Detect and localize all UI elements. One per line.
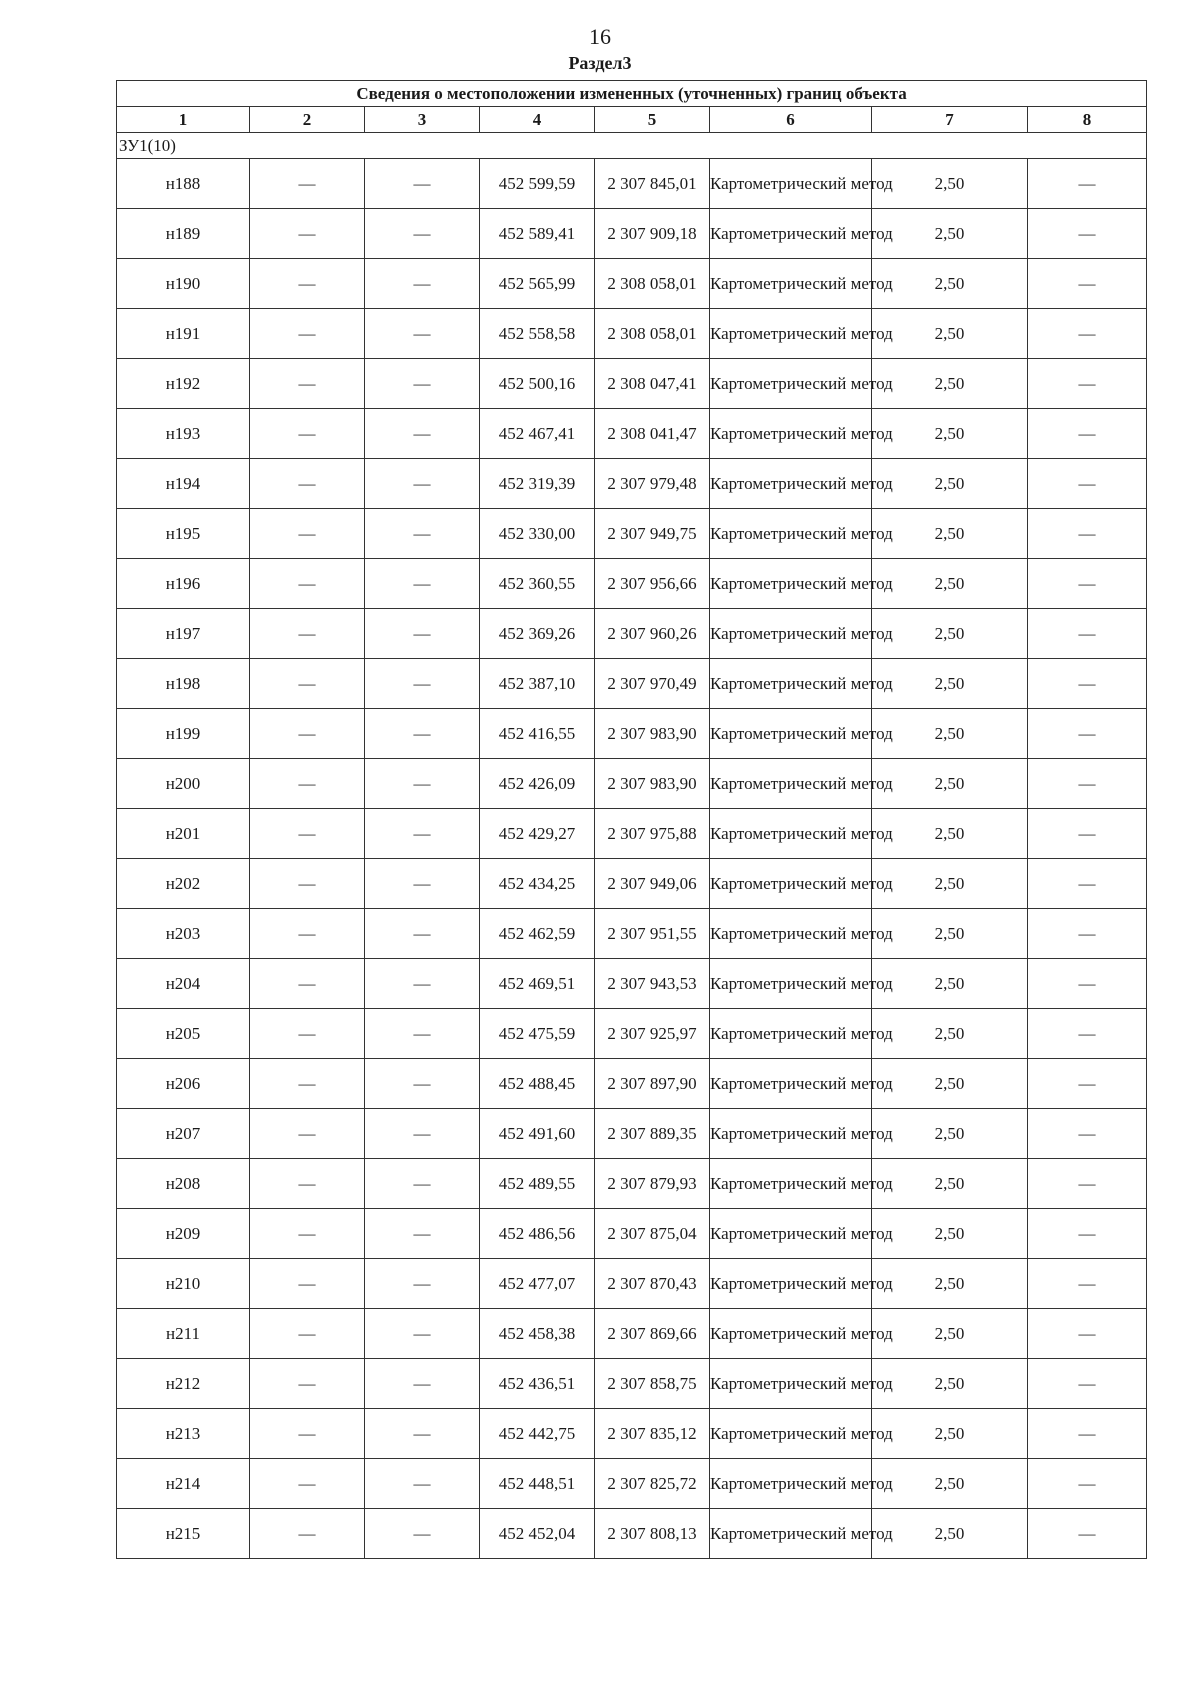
column-2-cell: —: [250, 859, 365, 909]
column-3-cell: —: [365, 609, 480, 659]
column-number: 2: [250, 107, 365, 133]
coordinate-y-cell: 2 307 889,35: [595, 1109, 710, 1159]
column-8-cell: —: [1028, 209, 1147, 259]
method-cell: Картометрический метод: [710, 1159, 872, 1209]
precision-cell: 2,50: [872, 1309, 1028, 1359]
point-number-cell: н213: [117, 1409, 250, 1459]
table-row: [117, 959, 1147, 1009]
coordinate-y-cell: 2 307 960,26: [595, 609, 710, 659]
precision-cell: 2,50: [872, 609, 1028, 659]
column-number: 3: [365, 107, 480, 133]
method-cell: Картометрический метод: [710, 259, 872, 309]
point-number-cell: н210: [117, 1259, 250, 1309]
column-8-cell: —: [1028, 709, 1147, 759]
coordinate-x-cell: 452 458,38: [480, 1309, 595, 1359]
column-3-cell: —: [365, 1309, 480, 1359]
precision-cell: 2,50: [872, 1159, 1028, 1209]
column-3-cell: —: [365, 909, 480, 959]
column-2-cell: —: [250, 659, 365, 709]
precision-cell: 2,50: [872, 309, 1028, 359]
group-label: ЗУ1(10): [117, 133, 1147, 159]
coordinate-x-cell: 452 558,58: [480, 309, 595, 359]
method-cell: Картометрический метод: [710, 909, 872, 959]
coordinate-y-cell: 2 307 808,13: [595, 1509, 710, 1559]
column-2-cell: —: [250, 1409, 365, 1459]
coordinate-x-cell: 452 429,27: [480, 809, 595, 859]
column-3-cell: —: [365, 759, 480, 809]
coordinate-y-cell: 2 307 949,75: [595, 509, 710, 559]
point-number-cell: н191: [117, 309, 250, 359]
column-2-cell: —: [250, 1209, 365, 1259]
method-cell: Картометрический метод: [710, 859, 872, 909]
coordinate-y-cell: 2 307 925,97: [595, 1009, 710, 1059]
table-row: [117, 1159, 1147, 1209]
method-cell: Картометрический метод: [710, 159, 872, 209]
coordinate-y-cell: 2 307 858,75: [595, 1359, 710, 1409]
table-row: [117, 1109, 1147, 1159]
table-row: [117, 859, 1147, 909]
column-number: 6: [710, 107, 872, 133]
method-cell: Картометрический метод: [710, 609, 872, 659]
method-cell: Картометрический метод: [710, 309, 872, 359]
method-cell: Картометрический метод: [710, 1209, 872, 1259]
column-8-cell: —: [1028, 409, 1147, 459]
table-row: [117, 359, 1147, 409]
coordinate-y-cell: 2 308 041,47: [595, 409, 710, 459]
precision-cell: 2,50: [872, 859, 1028, 909]
column-2-cell: —: [250, 359, 365, 409]
precision-cell: 2,50: [872, 659, 1028, 709]
coordinate-y-cell: 2 307 875,04: [595, 1209, 710, 1259]
table-row: [117, 759, 1147, 809]
column-2-cell: —: [250, 1159, 365, 1209]
point-number-cell: н208: [117, 1159, 250, 1209]
method-cell: Картометрический метод: [710, 1059, 872, 1109]
column-2-cell: —: [250, 609, 365, 659]
column-3-cell: —: [365, 1359, 480, 1409]
precision-cell: 2,50: [872, 509, 1028, 559]
column-8-cell: —: [1028, 809, 1147, 859]
point-number-cell: н200: [117, 759, 250, 809]
column-2-cell: —: [250, 209, 365, 259]
point-number-cell: н195: [117, 509, 250, 559]
table-row: [117, 559, 1147, 609]
page-number: 16: [589, 24, 611, 49]
column-2-cell: —: [250, 1459, 365, 1509]
column-3-cell: —: [365, 1409, 480, 1459]
column-8-cell: —: [1028, 1359, 1147, 1409]
column-3-cell: —: [365, 209, 480, 259]
method-cell: Картометрический метод: [710, 1009, 872, 1059]
column-8-cell: —: [1028, 759, 1147, 809]
point-number-cell: н192: [117, 359, 250, 409]
coordinate-y-cell: 2 307 983,90: [595, 759, 710, 809]
method-cell: Картометрический метод: [710, 709, 872, 759]
column-3-cell: —: [365, 859, 480, 909]
column-2-cell: —: [250, 559, 365, 609]
table-row: [117, 1259, 1147, 1309]
point-number-cell: н202: [117, 859, 250, 909]
point-number-cell: н204: [117, 959, 250, 1009]
table-row: [117, 1409, 1147, 1459]
precision-cell: 2,50: [872, 809, 1028, 859]
coordinate-y-cell: 2 308 047,41: [595, 359, 710, 409]
table-row: [117, 459, 1147, 509]
column-3-cell: —: [365, 959, 480, 1009]
coordinate-x-cell: 452 599,59: [480, 159, 595, 209]
column-number: 1: [117, 107, 250, 133]
method-cell: Картометрический метод: [710, 1259, 872, 1309]
coordinate-y-cell: 2 307 845,01: [595, 159, 710, 209]
column-number: 5: [595, 107, 710, 133]
column-8-cell: —: [1028, 959, 1147, 1009]
column-2-cell: —: [250, 459, 365, 509]
coordinate-y-cell: 2 307 870,43: [595, 1259, 710, 1309]
point-number-cell: н203: [117, 909, 250, 959]
column-8-cell: —: [1028, 1159, 1147, 1209]
column-2-cell: —: [250, 1109, 365, 1159]
section-title: Раздел3: [568, 53, 632, 73]
column-3-cell: —: [365, 1459, 480, 1509]
method-cell: Картометрический метод: [710, 209, 872, 259]
precision-cell: 2,50: [872, 559, 1028, 609]
table-row: [117, 1509, 1147, 1559]
method-cell: Картометрический метод: [710, 1109, 872, 1159]
coordinate-y-cell: 2 307 949,06: [595, 859, 710, 909]
column-8-cell: —: [1028, 1209, 1147, 1259]
column-3-cell: —: [365, 259, 480, 309]
column-3-cell: —: [365, 309, 480, 359]
table-row: [117, 159, 1147, 209]
column-2-cell: —: [250, 709, 365, 759]
table-row: [117, 409, 1147, 459]
table-row: [117, 659, 1147, 709]
point-number-cell: н193: [117, 409, 250, 459]
precision-cell: 2,50: [872, 1359, 1028, 1409]
coordinate-x-cell: 452 436,51: [480, 1359, 595, 1409]
column-3-cell: —: [365, 1009, 480, 1059]
column-number: 7: [872, 107, 1028, 133]
coordinate-y-cell: 2 307 825,72: [595, 1459, 710, 1509]
coordinate-y-cell: 2 308 058,01: [595, 309, 710, 359]
method-cell: Картометрический метод: [710, 959, 872, 1009]
table-body: [117, 133, 1147, 1559]
column-2-cell: —: [250, 159, 365, 209]
method-cell: Картометрический метод: [710, 409, 872, 459]
coordinate-x-cell: 452 319,39: [480, 459, 595, 509]
precision-cell: 2,50: [872, 709, 1028, 759]
column-2-cell: —: [250, 1259, 365, 1309]
method-cell: Картометрический метод: [710, 1359, 872, 1409]
point-number-cell: н188: [117, 159, 250, 209]
column-8-cell: —: [1028, 559, 1147, 609]
column-8-cell: —: [1028, 309, 1147, 359]
table-row: [117, 809, 1147, 859]
column-3-cell: —: [365, 809, 480, 859]
method-cell: Картометрический метод: [710, 1509, 872, 1559]
coordinate-y-cell: 2 307 943,53: [595, 959, 710, 1009]
column-number: 4: [480, 107, 595, 133]
point-number-cell: н205: [117, 1009, 250, 1059]
table-row: [117, 1359, 1147, 1409]
column-3-cell: —: [365, 1109, 480, 1159]
coordinate-y-cell: 2 307 951,55: [595, 909, 710, 959]
coordinate-x-cell: 452 434,25: [480, 859, 595, 909]
point-number-cell: н197: [117, 609, 250, 659]
coordinate-x-cell: 452 452,04: [480, 1509, 595, 1559]
coordinate-x-cell: 452 489,55: [480, 1159, 595, 1209]
coordinate-y-cell: 2 307 983,90: [595, 709, 710, 759]
precision-cell: 2,50: [872, 259, 1028, 309]
column-3-cell: —: [365, 459, 480, 509]
point-number-cell: н206: [117, 1059, 250, 1109]
column-numbers-row: [117, 107, 1147, 133]
table-row: [117, 1059, 1147, 1109]
method-cell: Картометрический метод: [710, 1309, 872, 1359]
column-8-cell: —: [1028, 1459, 1147, 1509]
precision-cell: 2,50: [872, 209, 1028, 259]
column-3-cell: —: [365, 1059, 480, 1109]
table-row: [117, 609, 1147, 659]
coordinate-y-cell: 2 308 058,01: [595, 259, 710, 309]
point-number-cell: н190: [117, 259, 250, 309]
column-2-cell: —: [250, 259, 365, 309]
point-number-cell: н212: [117, 1359, 250, 1409]
boundary-coordinates-table: [116, 80, 1147, 1559]
coordinate-x-cell: 452 488,45: [480, 1059, 595, 1109]
table-caption: Сведения о местоположении измененных (уточненных) границ объекта: [117, 81, 1147, 107]
coordinate-x-cell: 452 467,41: [480, 409, 595, 459]
coordinate-x-cell: 452 589,41: [480, 209, 595, 259]
column-number: 8: [1028, 107, 1147, 133]
coordinate-y-cell: 2 307 835,12: [595, 1409, 710, 1459]
method-cell: Картометрический метод: [710, 459, 872, 509]
column-8-cell: —: [1028, 1059, 1147, 1109]
coordinate-x-cell: 452 477,07: [480, 1259, 595, 1309]
precision-cell: 2,50: [872, 159, 1028, 209]
coordinate-x-cell: 452 330,00: [480, 509, 595, 559]
point-number-cell: н198: [117, 659, 250, 709]
table-row: [117, 1459, 1147, 1509]
column-8-cell: —: [1028, 1109, 1147, 1159]
column-8-cell: —: [1028, 1409, 1147, 1459]
precision-cell: 2,50: [872, 1409, 1028, 1459]
column-3-cell: —: [365, 1509, 480, 1559]
group-row: [117, 133, 1147, 159]
coordinate-x-cell: 452 469,51: [480, 959, 595, 1009]
point-number-cell: н196: [117, 559, 250, 609]
method-cell: Картометрический метод: [710, 1459, 872, 1509]
column-8-cell: —: [1028, 509, 1147, 559]
column-8-cell: —: [1028, 1259, 1147, 1309]
coordinate-x-cell: 452 369,26: [480, 609, 595, 659]
point-number-cell: н194: [117, 459, 250, 509]
method-cell: Картометрический метод: [710, 659, 872, 709]
coordinate-x-cell: 452 462,59: [480, 909, 595, 959]
column-2-cell: —: [250, 309, 365, 359]
point-number-cell: н189: [117, 209, 250, 259]
table-row: [117, 709, 1147, 759]
table-caption-row: [117, 81, 1147, 107]
column-3-cell: —: [365, 509, 480, 559]
table-row: [117, 259, 1147, 309]
method-cell: Картометрический метод: [710, 509, 872, 559]
precision-cell: 2,50: [872, 1459, 1028, 1509]
table-row: [117, 1309, 1147, 1359]
precision-cell: 2,50: [872, 1009, 1028, 1059]
coordinate-y-cell: 2 307 970,49: [595, 659, 710, 709]
column-8-cell: —: [1028, 359, 1147, 409]
column-2-cell: —: [250, 509, 365, 559]
point-number-cell: н215: [117, 1509, 250, 1559]
column-3-cell: —: [365, 559, 480, 609]
precision-cell: 2,50: [872, 1109, 1028, 1159]
column-2-cell: —: [250, 1509, 365, 1559]
coordinate-x-cell: 452 491,60: [480, 1109, 595, 1159]
column-2-cell: —: [250, 909, 365, 959]
column-2-cell: —: [250, 959, 365, 1009]
method-cell: Картометрический метод: [710, 1409, 872, 1459]
precision-cell: 2,50: [872, 1209, 1028, 1259]
precision-cell: 2,50: [872, 1059, 1028, 1109]
table-row: [117, 1009, 1147, 1059]
method-cell: Картометрический метод: [710, 759, 872, 809]
precision-cell: 2,50: [872, 459, 1028, 509]
coordinate-y-cell: 2 307 909,18: [595, 209, 710, 259]
coordinate-x-cell: 452 475,59: [480, 1009, 595, 1059]
precision-cell: 2,50: [872, 1259, 1028, 1309]
column-3-cell: —: [365, 1259, 480, 1309]
method-cell: Картометрический метод: [710, 359, 872, 409]
column-8-cell: —: [1028, 859, 1147, 909]
coordinate-y-cell: 2 307 979,48: [595, 459, 710, 509]
column-2-cell: —: [250, 1059, 365, 1109]
column-8-cell: —: [1028, 659, 1147, 709]
table-row: [117, 909, 1147, 959]
method-cell: Картометрический метод: [710, 559, 872, 609]
coordinate-x-cell: 452 387,10: [480, 659, 595, 709]
precision-cell: 2,50: [872, 909, 1028, 959]
column-8-cell: —: [1028, 159, 1147, 209]
point-number-cell: н207: [117, 1109, 250, 1159]
column-2-cell: —: [250, 1309, 365, 1359]
coordinate-x-cell: 452 448,51: [480, 1459, 595, 1509]
coordinate-x-cell: 452 426,09: [480, 759, 595, 809]
coordinate-x-cell: 452 500,16: [480, 359, 595, 409]
coordinate-x-cell: 452 442,75: [480, 1409, 595, 1459]
coordinate-x-cell: 452 565,99: [480, 259, 595, 309]
column-8-cell: —: [1028, 1309, 1147, 1359]
column-3-cell: —: [365, 159, 480, 209]
column-2-cell: —: [250, 1009, 365, 1059]
point-number-cell: н211: [117, 1309, 250, 1359]
column-2-cell: —: [250, 1359, 365, 1409]
coordinate-y-cell: 2 307 897,90: [595, 1059, 710, 1109]
column-8-cell: —: [1028, 609, 1147, 659]
coordinate-y-cell: 2 307 956,66: [595, 559, 710, 609]
table-row: [117, 309, 1147, 359]
coordinate-x-cell: 452 416,55: [480, 709, 595, 759]
column-8-cell: —: [1028, 259, 1147, 309]
coordinate-y-cell: 2 307 869,66: [595, 1309, 710, 1359]
column-8-cell: —: [1028, 459, 1147, 509]
column-8-cell: —: [1028, 1009, 1147, 1059]
table-row: [117, 209, 1147, 259]
column-8-cell: —: [1028, 909, 1147, 959]
column-3-cell: —: [365, 1209, 480, 1259]
table-row: [117, 1209, 1147, 1259]
coordinate-x-cell: 452 360,55: [480, 559, 595, 609]
column-3-cell: —: [365, 359, 480, 409]
precision-cell: 2,50: [872, 959, 1028, 1009]
coordinate-x-cell: 452 486,56: [480, 1209, 595, 1259]
column-3-cell: —: [365, 1159, 480, 1209]
column-2-cell: —: [250, 809, 365, 859]
precision-cell: 2,50: [872, 759, 1028, 809]
column-3-cell: —: [365, 409, 480, 459]
point-number-cell: н201: [117, 809, 250, 859]
column-8-cell: —: [1028, 1509, 1147, 1559]
point-number-cell: н199: [117, 709, 250, 759]
precision-cell: 2,50: [872, 1509, 1028, 1559]
point-number-cell: н209: [117, 1209, 250, 1259]
coordinate-y-cell: 2 307 975,88: [595, 809, 710, 859]
table-row: [117, 509, 1147, 559]
column-2-cell: —: [250, 759, 365, 809]
column-3-cell: —: [365, 709, 480, 759]
method-cell: Картометрический метод: [710, 809, 872, 859]
precision-cell: 2,50: [872, 359, 1028, 409]
precision-cell: 2,50: [872, 409, 1028, 459]
coordinate-y-cell: 2 307 879,93: [595, 1159, 710, 1209]
column-2-cell: —: [250, 409, 365, 459]
point-number-cell: н214: [117, 1459, 250, 1509]
column-3-cell: —: [365, 659, 480, 709]
